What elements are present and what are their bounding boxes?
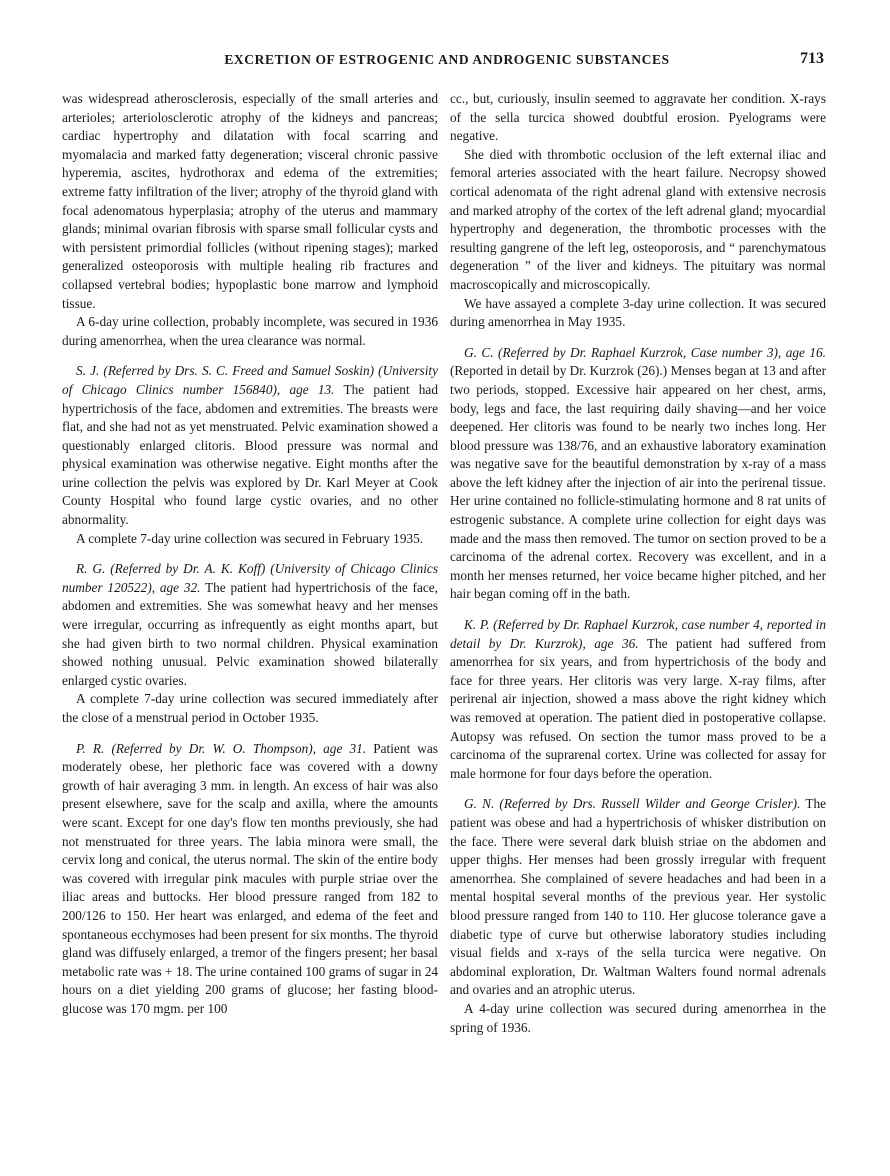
case-body: Patient was moderately obese, her plethoric face was covered with a downy growth of hair averaging 3 mm. in length. An excess of hair was also present elsewhere, save for the scalp and axilla, where the amounts were scant. Except for one day's flow ten months previously, she had not menstruated for three years. The labia minora were small, the cervix long and conical, the uterus normal. The skin of the entire body was covered with irregular pink macules with purple striae over the iliac areas and buttocks. Her blood pressure ranged from 182 to 200/126 to 150. Her heart was enlarged, and edema of the feet and spontaneous ecchymoses had been present for six months. The thyroid gland was diffusely enlarged, a tremor of the fingers present; her basal metabolic rate was + 18. The urine contained 100 grams of sugar in 24 hours on a diet yielding 200 grams of glucose; her fasting blood-glucose was 170 mgm. per 100 <box>62 740 438 1016</box>
case-heading: S. J. (Referred by Drs. S. C. Freed and Samuel Soskin) (University of Chicago Clinics number 156840), age 13. <box>62 363 438 397</box>
paragraph: She died with thrombotic occlusion of the left external iliac and femoral arteries associated with the heart failure. Necropsy showed cortical adenomata of the right adrenal gland with extensive necrosis and marked atrophy of the cortex of the left adrenal gland; myocardial hypertrophy and degeneration, the thrombotic processes with the resulting gangrene of the left leg, osteoporosis, and “ parenchymatous degeneration ” of the liver and kidneys. The pituitary was normal macroscopically and microscopically. <box>450 146 826 292</box>
case-report-sj <box>62 362 438 529</box>
case-body: The patient had hypertrichosis of the face, abdomen and extremities. The breasts were flat, and she had not as yet menstruated. Pelvic examination showed a questionably enlarged clitoris. Blood pressure was normal and physical examination was otherwise negative. Eight months after the urine collection the pelvis was explored by Dr. Karl Meyer at Cook County Hospital who found large cystic ovaries, and no other abnormality. <box>62 381 438 528</box>
case-heading: G. N. (Referred by Drs. Russell Wilder and George Crisler). <box>464 796 801 812</box>
paragraph: cc., but, curiously, insulin seemed to aggravate her condition. X-rays of the sella turcica showed doubtful erosion. Pyelograms were negative. <box>450 91 826 144</box>
case-body: The patient had hypertrichosis of the face, abdomen and extremities. She was somewhat heavy and her menses were irregular, occurring as infrequently as eight months apart, but she had given birth to two normal children. Physical examination showed nothing unusual. Pelvic examination showed bilaterally enlarged cystic ovaries. <box>62 579 438 688</box>
page-number: 713 <box>800 50 824 67</box>
case-body: The patient had suffered from amenorrhea for six years, and from hypertrichosis of the body and face for three years. Her clitoris was very large. X-ray films, after perirenal air injection, showed a mass above the right kidney which was removed at operation. The patient died in postoperative collapse. Autopsy was refused. On section the tumor mass proved to be a carcinoma of the suprarenal cortex. Urine was collected for assay for male hormone for four days before the operation. <box>450 635 826 781</box>
case-body: The patient was obese and had a hypertrichosis of whisker distribution on the face. There were several dark bluish striae on the abdomen and upper thighs. Her menses had been grossly irregular with frequent amenorrhea. She complained of severe headaches and had been in a mental hospital several months of the previous year. Her systolic blood pressure ranged from 140 to 110. Her glucose tolerance gave a diabetic type of curve but otherwise laboratory studies including visual fields and x-rays of the sella turcica were negative. On abdominal exploration, Dr. Waltman Walters found normal adrenals and ovaries and an atrophic uterus. <box>450 796 826 998</box>
paragraph: was widespread atherosclerosis, especially of the small arteries and arterioles; arteriolosclerotic atrophy of the kidneys and pancreas; cardiac hypertrophy and dilatation with focal scarring and myomalacia and marked fatty degeneration; visceral chronic passive hyperemia, ascites, hydrothorax and edema of the extremities; extreme fatty infiltration of the liver; atrophy of the thyroid gland with focal adenomatous hyperplasia; atrophy of the uterus and mammary glands; minimal ovarian fibrosis with sparse small follicular cysts and with persistent primordial follicles (without ripening stages); marked generalized osteoporosis with multiple healing rib fractures and collapsed vertebral bodies; hypoplastic bone marrow and lymphoid tissue. <box>62 91 438 311</box>
case-report-gc <box>450 344 826 604</box>
case-report-pr <box>62 740 438 1019</box>
paragraph: A 4-day urine collection was secured during amenorrhea in the spring of 1936. <box>450 1000 826 1035</box>
case-body: (Reported in detail by Dr. Kurzrok (26).) Menses began at 13 and after two periods, stopped. Excessive hair appeared on her chest, arms, body, legs and face, the last requiring daily shaving—and her voice deepened. Her clitoris was found to be nearly two inches long. Her blood pressure was 138/76, and an exhaustive laboratory examination was negative save for the beautiful demonstration by x-ray of a mass above the left kidney after the injection of air into the perirenal tissue. Her urine contained no follicle-stimulating hormone and 8 rat units of estrogenic substance. A complete urine collection for eight days was made and the mass then removed. The tumor on section proved to be a carcinoma of the adrenal cortex. Recovery was excellent, and in a month her menses returned, her voice became higher pitched, and her hair began coming off in the bath. <box>450 363 826 602</box>
case-heading: G. C. (Referred by Dr. Raphael Kurzrok, Case number 3), age 16. <box>464 344 826 360</box>
case-heading: K. P. (Referred by Dr. Raphael Kurzrok, case number 4, reported in detail by Dr. Kurzrok), age 36. <box>450 617 826 651</box>
paragraph: A 6-day urine collection, probably incomplete, was secured in 1936 during amenorrhea, when the urea clearance was normal. <box>62 314 438 348</box>
right-column <box>450 90 826 1037</box>
left-column <box>62 90 438 1019</box>
case-report-gn <box>450 795 826 1000</box>
paragraph: A complete 7-day urine collection was secured in February 1935. <box>76 530 424 546</box>
paragraph: We have assayed a complete 3-day urine collection. It was secured during amenorrhea in May 1935. <box>450 295 826 330</box>
running-head <box>70 52 824 74</box>
case-heading: P. R. (Referred by Dr. W. O. Thompson), age 31. <box>76 740 367 756</box>
case-heading: R. G. (Referred by Dr. A. K. Koff) (University of Chicago Clinics number 120522), age 32. <box>62 561 438 595</box>
running-title: EXCRETION OF ESTROGENIC AND ANDROGENIC SUBSTANCES <box>224 52 670 67</box>
case-report-rg <box>62 560 438 690</box>
paragraph: A complete 7-day urine collection was secured immediately after the close of a menstrual period in October 1935. <box>62 691 438 725</box>
case-report-kp <box>450 616 826 783</box>
